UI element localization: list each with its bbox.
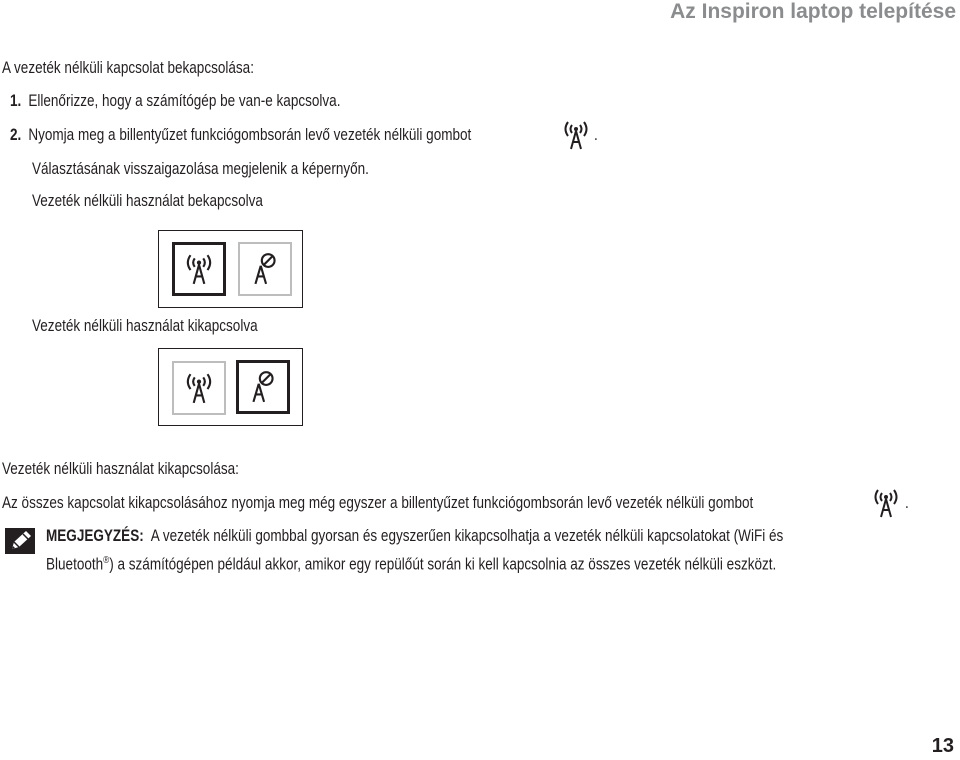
confirmation-text: Választásának visszaigazolása megjelenik a képernyőn. xyxy=(32,160,369,178)
disable-text: Az összes kapcsolat kikapcsolásához nyomja meg még egyszer a billentyűzet funkciógombsorán levő vezeték nélküli gombot xyxy=(2,494,754,512)
note-text-line-1: A vezeték nélküli gombbal gyorsan és egyszerűen kikapcsolhatja a vezeték nélküli kapcsolatokat (WiFi és xyxy=(150,527,784,545)
wireless-on-figure xyxy=(158,230,303,308)
disable-suffix: . xyxy=(905,494,909,512)
wireless-antenna-icon xyxy=(185,252,213,286)
wireless-antenna-icon xyxy=(185,371,213,405)
figure-off-caption: Vezeték nélküli használat kikapcsolva xyxy=(32,317,258,335)
wireless-off-tile-inactive xyxy=(238,242,292,296)
wireless-off-figure xyxy=(158,348,303,426)
page-number: 13 xyxy=(931,735,954,757)
wireless-disabled-icon xyxy=(250,252,280,286)
wireless-on-tile-inactive xyxy=(172,361,226,415)
step-1-number: 1. xyxy=(10,92,22,110)
note-line-1 xyxy=(46,527,783,546)
note-line-2 xyxy=(46,555,776,575)
step-2-text: Nyomja meg a billentyűzet funkciógombsorán levő vezeték nélküli gombot xyxy=(28,126,472,144)
wireless-antenna-icon xyxy=(563,119,589,151)
intro-label: A vezeték nélküli kapcsolat bekapcsolása: xyxy=(2,59,254,77)
wireless-disabled-icon xyxy=(248,370,278,404)
note-text-line-2-post: ) a számítógépen például akkor, amikor egy repülőút során ki kell kapcsolnia az összes vezeték nélküli eszközt. xyxy=(109,555,777,574)
step-2 xyxy=(10,126,471,145)
step-1 xyxy=(10,92,340,111)
note-text-line-2-pre: Bluetooth xyxy=(46,555,104,574)
figure-on-caption: Vezeték nélküli használat bekapcsolva xyxy=(32,192,263,210)
pencil-note-icon xyxy=(4,527,36,555)
note-label: MEGJEGYZÉS: xyxy=(46,527,144,545)
wireless-off-tile-active xyxy=(236,360,290,414)
disable-heading: Vezeték nélküli használat kikapcsolása: xyxy=(2,460,239,478)
registered-mark: ® xyxy=(103,555,110,566)
page-header-title: Az Inspiron laptop telepítése xyxy=(670,0,956,23)
step-1-text: Ellenőrizze, hogy a számítógép be van-e kapcsolva. xyxy=(28,92,341,110)
step-2-number: 2. xyxy=(10,126,22,144)
wireless-on-tile-active xyxy=(172,242,226,296)
wireless-antenna-icon xyxy=(873,487,899,519)
step-2-suffix: . xyxy=(594,126,598,144)
